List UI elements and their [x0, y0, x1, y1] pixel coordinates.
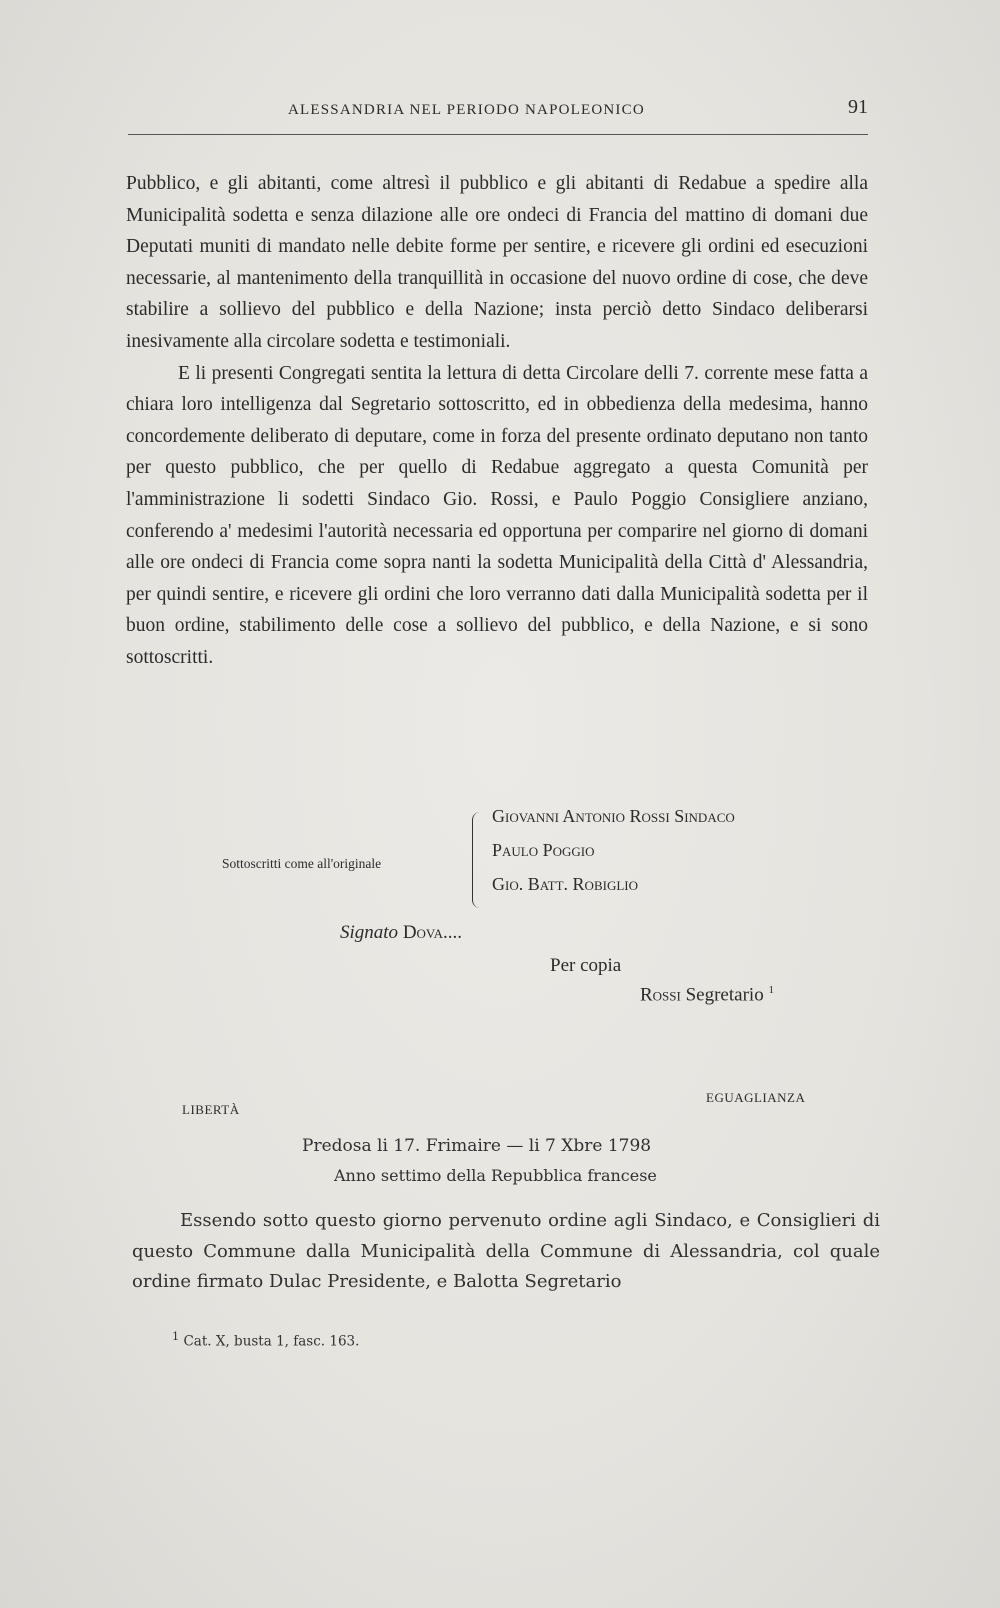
secretary-signature	[640, 984, 774, 1006]
per-copia: Per copia	[550, 955, 622, 976]
footnote-mark: 1	[172, 1330, 180, 1343]
motto-right: EGUAGLIANZA	[706, 1090, 806, 1105]
second-document-text	[132, 1206, 880, 1298]
page-number: 91	[848, 96, 868, 118]
footnote	[172, 1330, 359, 1350]
paragraph-2: E li presenti Congregati sentita la lettura di detta Circolare delli 7. corrente mese fatta a chiara loro intelligenza dal Segretario sottoscritto, ed in obbedienza della medesima, hanno concordemente deliberato di deputare, come in forza del presente ordinato deputano non tanto per questo pubblico, che per quello di Redabue aggregato a questa Comunità per l'amministrazione li sodetti Sindaco Gio. Rossi, e Paulo Poggio Consigliere anziano, conferendo a' medesimi l'autorità necessaria ed opportuna per comparire nel giorno di domani alle ore ondeci di Francia come sopra nanti la sodetta Municipalità della Città d' Alessandria, per quindi sentire, e ricevere gli ordini che loro verranno dati dalla Municipalità sodetta per il buon ordine, stabilimento delle cose a sollievo del pubblico, e della Nazione, e si sono sottoscritti.	[126, 362, 868, 668]
paragraph-1: Pubblico, e gli abitanti, come altresì il pubblico e gli abitanti di Redabue a spedire alla Municipalità sodetta e senza dilazione alle ore ondeci di Francia del mattino di domani due Deputati muniti di mandato nelle debite forme per sentire, e ricevere gli ordini ed esecuzioni necessarie, al mantenimento della tranquillità in occasione del nuovo ordine di cose, che deve stabilire a sollievo del pubblico e della Nazione; insta perciò detto Sindaco deliberarsi inesivamente alla circolare sodetta e testimoniali.	[126, 173, 868, 352]
footnote-reference: 1	[768, 984, 774, 996]
running-header	[128, 94, 868, 135]
signature-name-1: Giovanni Antonio Rossi Sindaco	[492, 806, 735, 826]
signature-name-2: Paulo Poggio	[492, 840, 595, 860]
main-text	[126, 168, 868, 674]
signato-name: Dova....	[402, 922, 463, 943]
footnote-text: Cat. X, busta 1, fasc. 163.	[183, 1333, 360, 1350]
signature-caption: Sottoscritti come all'originale	[222, 856, 382, 871]
republic-year-line: Anno settimo della Repubblica francese	[334, 1166, 657, 1185]
signature-block	[0, 806, 1000, 916]
signature-name-3: Gio. Batt. Robiglio	[492, 874, 638, 894]
signato-line	[340, 922, 462, 944]
signature-brace	[472, 812, 481, 908]
dateline: Predosa li 17. Frimaire — li 7 Xbre 1798	[302, 1136, 652, 1156]
signato-label: Signato	[340, 922, 399, 943]
secretary-title: Segretario	[685, 984, 764, 1006]
running-title: ALESSANDRIA NEL PERIODO NAPOLEONICO	[288, 102, 645, 118]
motto-left: LIBERTÀ	[182, 1102, 240, 1117]
secretary-name: Rossi	[640, 984, 681, 1006]
second-document-paragraph: Essendo sotto questo giorno pervenuto ordine agli Sindaco, e Consiglieri di questo Commune dalla Municipalità della Commune di Alessandria, col quale ordine firmato Dulac Presidente, e Balotta Segretario	[132, 1210, 880, 1292]
